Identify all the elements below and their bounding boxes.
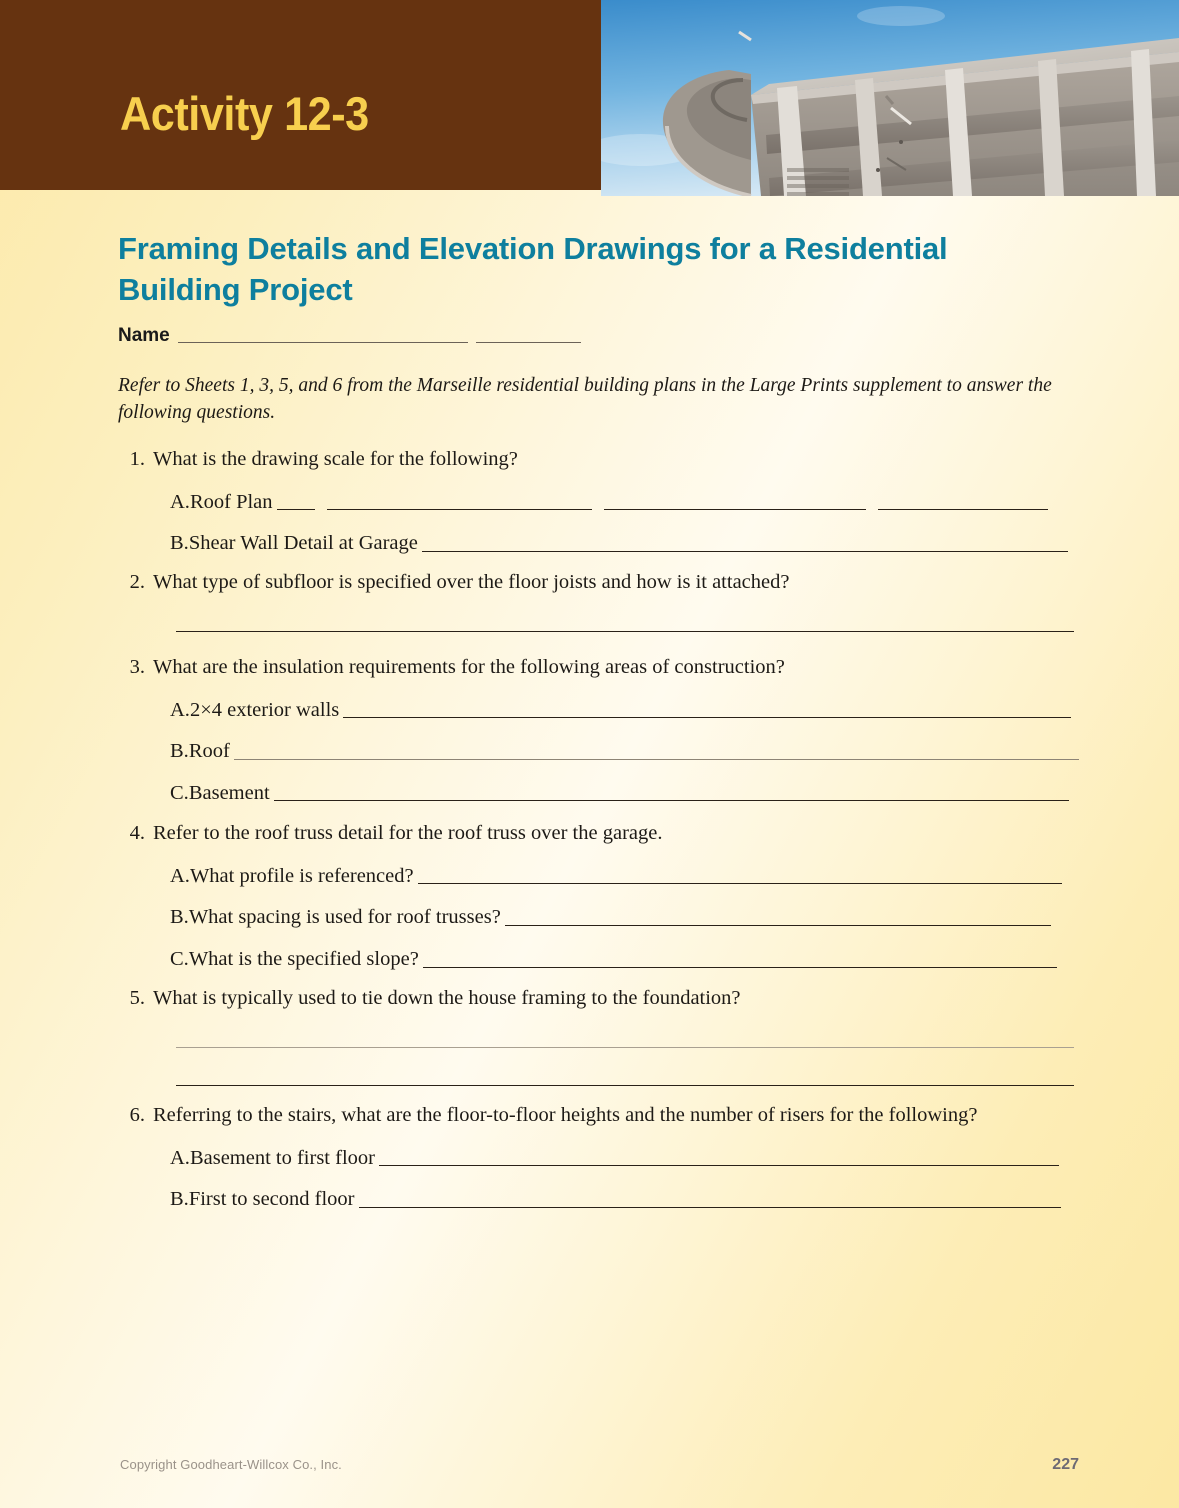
question-sub-item xyxy=(0,532,1179,555)
page-title: Framing Details and Elevation Drawings for a Residential Building Project xyxy=(118,231,948,307)
question-item xyxy=(0,571,1179,633)
question-list xyxy=(0,432,1179,1211)
question-item xyxy=(0,1104,1179,1211)
name-label: Name xyxy=(118,325,170,346)
question-item xyxy=(0,822,1179,970)
answer-blank-line[interactable] xyxy=(343,717,1071,718)
question-item xyxy=(0,987,1179,1087)
answer-blank-line[interactable] xyxy=(277,509,315,510)
answer-blank-line[interactable] xyxy=(176,1047,1074,1048)
answer-blank-line[interactable] xyxy=(379,1165,1059,1166)
question-prompt xyxy=(0,448,1179,471)
header-brown-band xyxy=(0,0,601,190)
sub-item-text: Roof xyxy=(188,740,230,763)
question-text: Referring to the stairs, what are the floor-to-floor heights and the number of risers for the following? xyxy=(153,1104,978,1127)
question-number: 1. xyxy=(129,448,145,470)
question-number: 3. xyxy=(129,656,145,679)
sub-item-text: What is the specified slope? xyxy=(188,948,419,971)
footer-page-number: 227 xyxy=(1052,1456,1079,1473)
activity-title: Activity 12-3 xyxy=(120,87,369,140)
sub-item-text: What profile is referenced? xyxy=(189,864,414,887)
sub-item-text: First to second floor xyxy=(188,1188,355,1211)
question-sub-item xyxy=(0,782,1179,805)
sub-item-letter: C. xyxy=(170,781,189,804)
question-sub-item xyxy=(0,1188,1179,1211)
header-photo xyxy=(601,0,1179,196)
answer-blank-line[interactable] xyxy=(423,967,1057,968)
question-sub-item xyxy=(0,948,1179,971)
question-text: What is typically used to tie down the house framing to the foundation? xyxy=(153,986,741,1009)
question-text: Refer to the roof truss detail for the roof truss over the garage. xyxy=(153,822,663,845)
sub-item-text: What spacing is used for roof trusses? xyxy=(188,906,501,929)
question-sub-item xyxy=(0,865,1179,888)
sub-item-text: Basement to first floor xyxy=(189,1146,375,1169)
question-prompt xyxy=(0,987,1179,1010)
question-text: What are the insulation requirements for the following areas of construction? xyxy=(153,656,785,679)
question-number: 2. xyxy=(129,570,145,593)
question-prompt xyxy=(0,822,1179,845)
sub-item-text: Shear Wall Detail at Garage xyxy=(188,532,418,555)
sub-item-text: 2×4 exterior walls xyxy=(189,698,340,721)
answer-blank-line[interactable] xyxy=(505,925,1051,926)
name-input-line-primary[interactable] xyxy=(178,342,468,343)
question-number: 4. xyxy=(129,822,145,845)
answer-blank-line[interactable] xyxy=(274,800,1069,801)
answer-blank-line[interactable] xyxy=(359,1207,1061,1208)
answer-blank-line[interactable] xyxy=(176,631,1074,632)
sub-item-letter: B. xyxy=(170,906,189,929)
question-sub-item xyxy=(0,740,1179,763)
answer-blank-line[interactable] xyxy=(327,509,592,510)
question-number: 5. xyxy=(129,986,145,1009)
question-prompt xyxy=(0,571,1179,594)
sub-item-letter: C. xyxy=(170,948,189,971)
answer-blank-line[interactable] xyxy=(422,551,1068,552)
sub-item-letter: B. xyxy=(170,532,189,555)
sub-item-letter: A. xyxy=(170,490,190,513)
question-prompt xyxy=(0,656,1179,679)
sub-item-letter: A. xyxy=(170,698,190,721)
question-prompt xyxy=(0,1104,1179,1127)
answer-blank-line[interactable] xyxy=(234,759,1079,760)
sub-item-letter: B. xyxy=(170,1188,189,1211)
answer-blank-line[interactable] xyxy=(878,509,1048,510)
footer-copyright: Copyright Goodheart-Willcox Co., Inc. xyxy=(120,1457,342,1472)
question-item xyxy=(0,656,1179,804)
answer-blank-line[interactable] xyxy=(176,1085,1074,1086)
name-field-row xyxy=(118,326,818,345)
question-text: What is the drawing scale for the following? xyxy=(153,448,518,470)
name-input-line-secondary[interactable] xyxy=(476,342,581,343)
question-sub-item xyxy=(0,491,1179,514)
question-number: 6. xyxy=(129,1104,145,1127)
page-header xyxy=(0,0,1179,196)
answer-blank-line[interactable] xyxy=(418,883,1062,884)
question-sub-item xyxy=(0,1147,1179,1170)
sub-item-letter: A. xyxy=(170,1146,190,1169)
question-sub-item xyxy=(0,699,1179,722)
answer-blank-line[interactable] xyxy=(604,509,866,510)
question-item xyxy=(0,448,1179,555)
instructions-text: Refer to Sheets 1, 3, 5, and 6 from the Marseille residential building plans in the Large Prints supplement to answer the following questions. xyxy=(118,375,1052,423)
sub-item-letter: A. xyxy=(170,864,190,887)
question-text: What type of subfloor is specified over the floor joists and how is it attached? xyxy=(153,570,790,593)
sub-item-text: Roof Plan xyxy=(189,490,273,513)
sub-item-text: Basement xyxy=(188,781,270,804)
question-sub-item xyxy=(0,906,1179,929)
sub-item-letter: B. xyxy=(170,740,189,763)
